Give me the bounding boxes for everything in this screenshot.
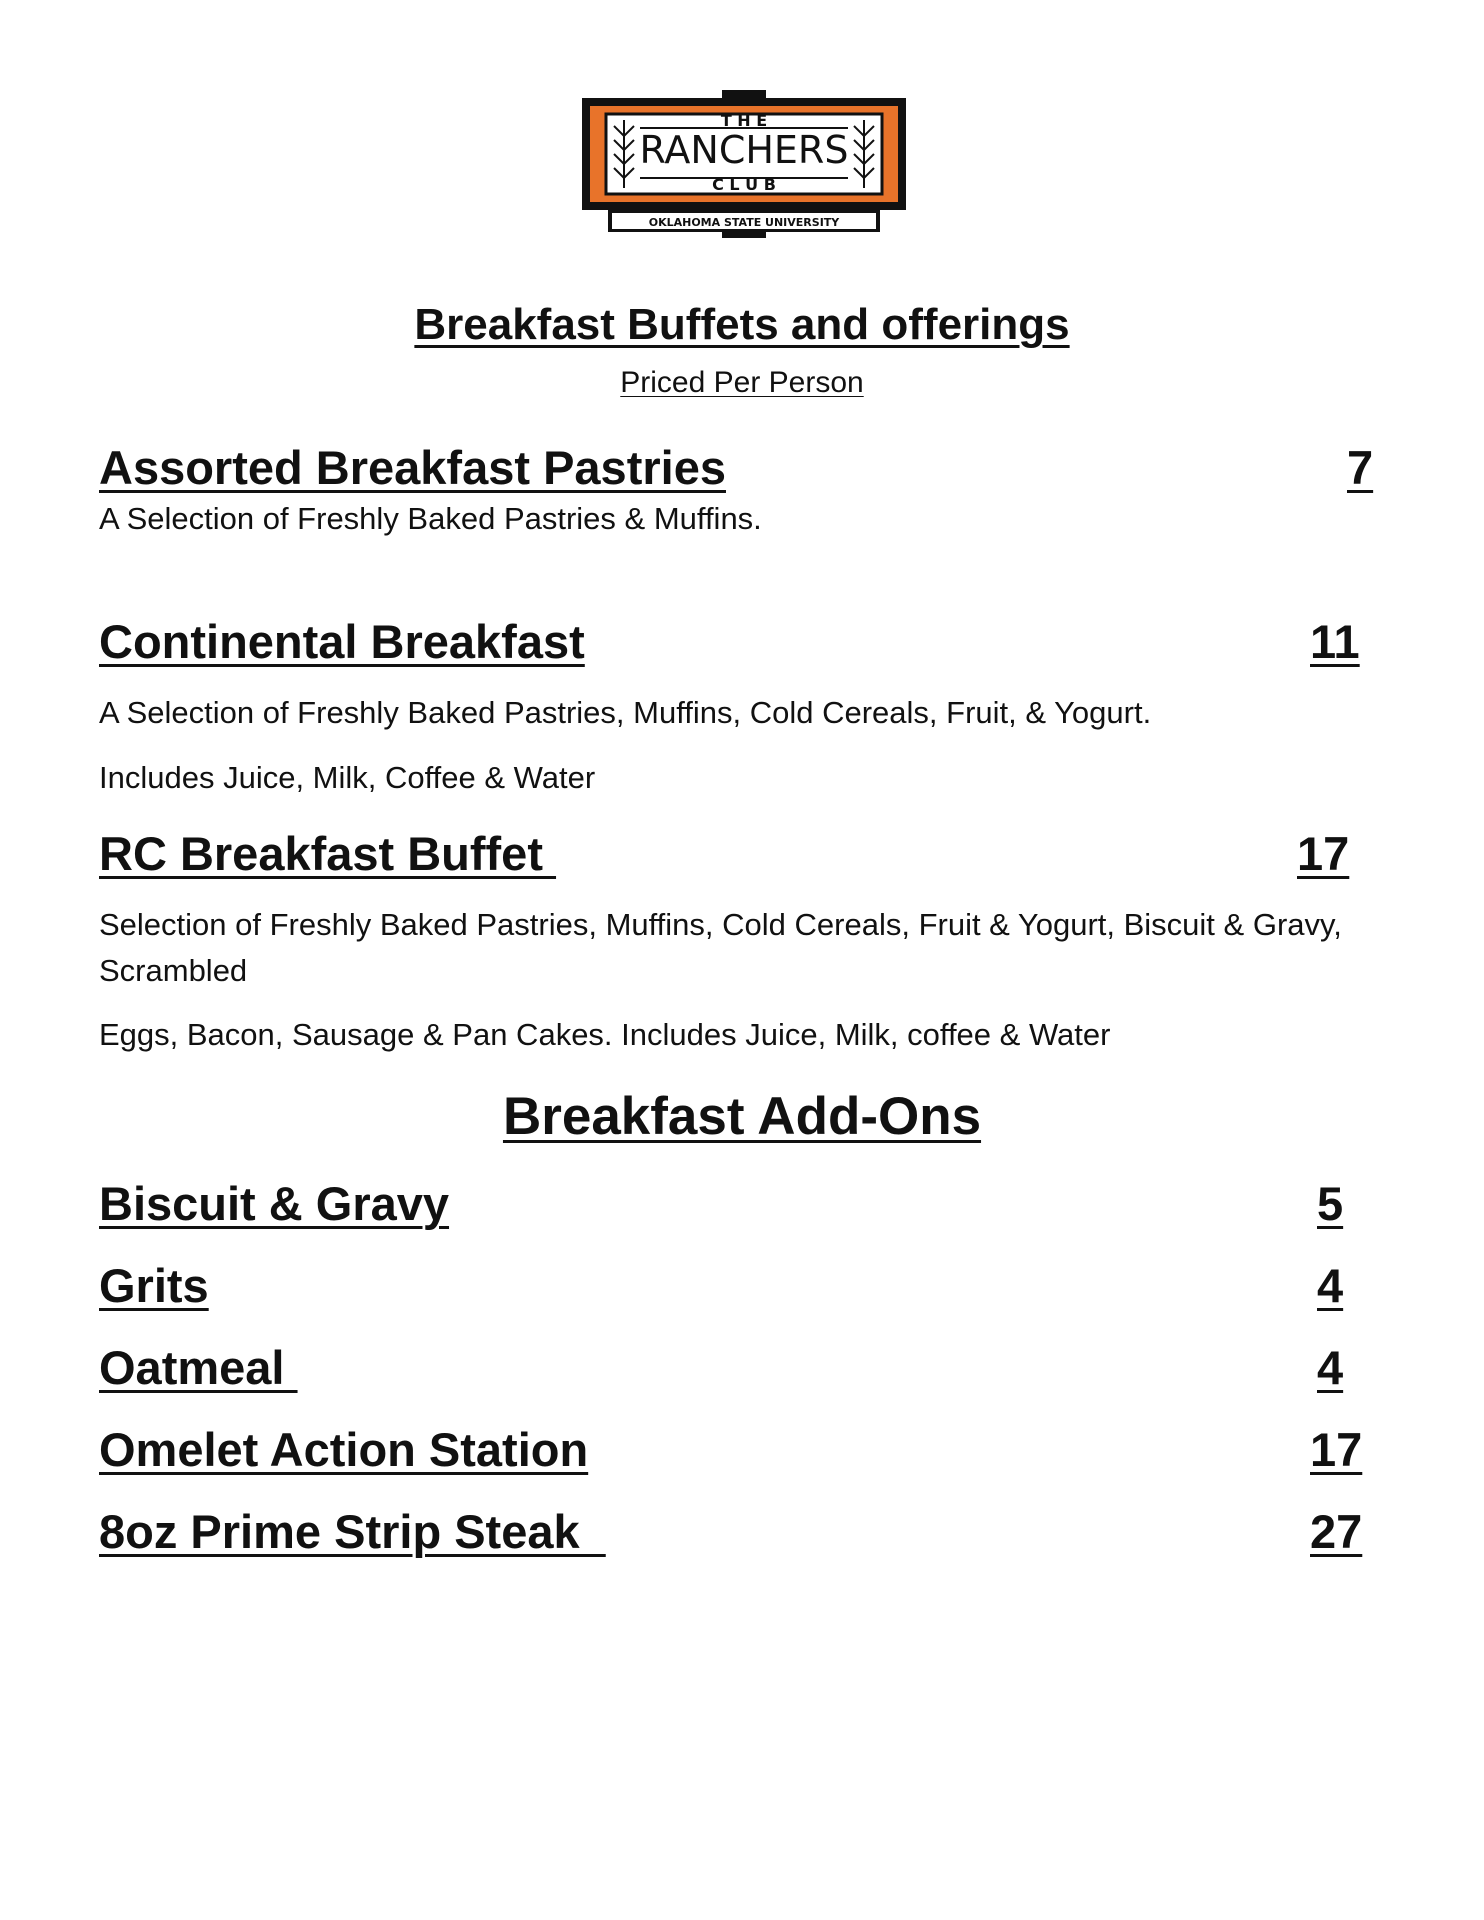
logo-university: OKLAHOMA STATE UNIVERSITY [648, 216, 840, 229]
item-price: 5 [1317, 1177, 1344, 1230]
item-name: Biscuit & Gravy [99, 1177, 450, 1230]
item-price: 7 [1347, 441, 1374, 494]
item-description: Includes Juice, Milk, Coffee & Water [99, 760, 596, 795]
logo-name: RANCHERS [639, 128, 849, 172]
item-price: 17 [1297, 827, 1350, 880]
item-price: 27 [1310, 1505, 1363, 1558]
item-description: A Selection of Freshly Baked Pastries, Muffins, Cold Cereals, Fruit, & Yogurt. [99, 695, 1152, 730]
logo-club: C L U B [712, 175, 776, 194]
item-price: 17 [1310, 1423, 1363, 1476]
logo-the: T H E [720, 111, 768, 130]
item-name: Assorted Breakfast Pastries [99, 441, 726, 494]
item-name: Grits [99, 1259, 209, 1312]
page-title: Breakfast Buffets and offerings [414, 300, 1070, 349]
item-description: Eggs, Bacon, Sausage & Pan Cakes. Includes Juice, Milk, coffee & Water [99, 1017, 1111, 1052]
item-name: RC Breakfast Buffet [99, 827, 557, 880]
item-name: Oatmeal [99, 1341, 298, 1394]
item-price: 4 [1317, 1259, 1344, 1312]
item-price: 11 [1310, 615, 1360, 668]
item-name: Continental Breakfast [99, 615, 585, 668]
ranchers-club-logo [582, 90, 906, 238]
addons-title: Breakfast Add-Ons [502, 1087, 982, 1146]
item-description: Selection of Freshly Baked Pastries, Muffins, Cold Cereals, Fruit & Yogurt, Biscuit & Gravy, Scrambled [99, 907, 1342, 988]
item-name: 8oz Prime Strip Steak [99, 1505, 606, 1558]
item-name: Omelet Action Station [99, 1423, 589, 1476]
item-price: 4 [1317, 1341, 1344, 1394]
page-subtitle: Priced Per Person [620, 366, 864, 399]
item-description: A Selection of Freshly Baked Pastries & Muffins. [99, 501, 762, 536]
